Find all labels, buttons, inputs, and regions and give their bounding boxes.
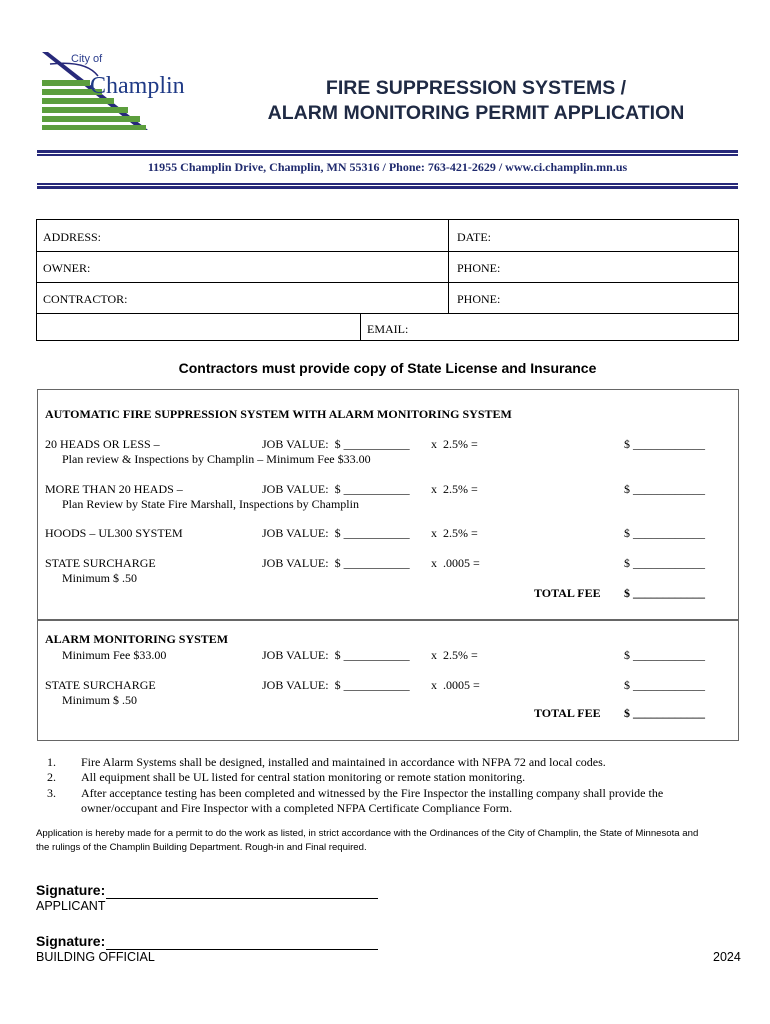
fee-rate: x 2.5% = <box>431 648 478 662</box>
fee-row-label: STATE SURCHARGE <box>45 556 156 570</box>
requirement-number: 1. <box>47 755 56 769</box>
job-value-input[interactable]: JOB VALUE: $ ___________ <box>262 678 410 692</box>
application-statement-line1: Application is hereby made for a permit to do the work as listed, in strict accordance with the Ordinances of the City of Champlin, the State of Minnesota and <box>36 828 699 839</box>
fee-amount-input[interactable]: $ ____________ <box>624 556 705 570</box>
requirement-text-continued: owner/occupant and Fire Inspector with a completed NFPA Certificate Compliance Form. <box>81 801 513 815</box>
applicant-signature-line[interactable] <box>106 884 378 899</box>
requirement-text: All equipment shall be UL listed for central station monitoring or remote station monitoring. <box>81 770 526 784</box>
fee-rate: x .0005 = <box>431 556 480 570</box>
fee-row-label: MORE THAN 20 HEADS – <box>45 482 183 496</box>
fee-rate: x .0005 = <box>431 678 480 692</box>
requirement-text: Fire Alarm Systems shall be designed, installed and maintained in accordance with NFPA 72 and local codes. <box>81 755 606 769</box>
job-value-input[interactable]: JOB VALUE: $ ___________ <box>262 556 410 570</box>
owner-field[interactable]: OWNER: <box>43 261 91 275</box>
total-fee-input[interactable]: $ ____________ <box>624 586 705 600</box>
contact-info: 11955 Champlin Drive, Champlin, MN 55316 / Phone: 763-421-2629 / www.ci.champlin.mn.us <box>147 160 628 174</box>
applicant-caption: APPLICANT <box>36 899 106 913</box>
application-statement-line2: the rulings of the Champlin Building Department. Rough-in and Final required. <box>36 842 367 853</box>
fee-row-label: 20 HEADS OR LESS – <box>45 437 160 451</box>
form-year: 2024 <box>713 950 741 964</box>
owner-phone-field[interactable]: PHONE: <box>457 261 501 275</box>
fee-rate: x 2.5% = <box>431 482 478 496</box>
official-signature-label: Signature: <box>36 933 106 949</box>
header-divider-top <box>37 150 738 153</box>
job-value-input[interactable]: JOB VALUE: $ ___________ <box>262 437 410 451</box>
license-notice: Contractors must provide copy of State License and Insurance <box>178 360 597 376</box>
fee-row-sublabel: Plan Review by State Fire Marshall, Inspections by Champlin <box>62 497 359 511</box>
header-divider-bottom-2 <box>37 186 738 189</box>
fee-amount-input[interactable]: $ ____________ <box>624 437 705 451</box>
page-title-line1: FIRE SUPPRESSION SYSTEMS / <box>325 77 627 99</box>
fee-rate: x 2.5% = <box>431 526 478 540</box>
total-fee-label: TOTAL FEE <box>534 706 601 720</box>
job-value-input[interactable]: JOB VALUE: $ ___________ <box>262 648 410 662</box>
fee-amount-input[interactable]: $ ____________ <box>624 482 705 496</box>
table-divider-email <box>360 313 361 341</box>
header-divider-top-2 <box>37 154 738 156</box>
fee-row-label: Minimum Fee $33.00 <box>62 648 167 662</box>
logo-city-of: City of <box>71 53 103 65</box>
job-value-input[interactable]: JOB VALUE: $ ___________ <box>262 482 410 496</box>
applicant-info-table <box>36 219 739 341</box>
address-row <box>37 220 738 252</box>
requirement-number: 2. <box>47 770 56 784</box>
owner-row <box>37 251 738 283</box>
header-divider-bottom <box>37 183 738 185</box>
email-field[interactable]: EMAIL: <box>367 322 409 336</box>
fee-amount-input[interactable]: $ ____________ <box>624 648 705 662</box>
official-signature-line[interactable] <box>106 935 378 950</box>
requirement-number: 3. <box>47 786 56 800</box>
fee-amount-input[interactable]: $ ____________ <box>624 526 705 540</box>
table-divider-right <box>448 220 449 313</box>
page-title-line2: ALARM MONITORING PERMIT APPLICATION <box>267 102 685 124</box>
date-field[interactable]: DATE: <box>457 230 491 244</box>
fee-row-sublabel: Plan review & Inspections by Champlin – Minimum Fee $33.00 <box>62 452 371 466</box>
job-value-input[interactable]: JOB VALUE: $ ___________ <box>262 526 410 540</box>
contractor-field[interactable]: CONTRACTOR: <box>43 292 128 306</box>
contractor-row <box>37 282 738 314</box>
fee-row-sublabel: Minimum $ .50 <box>62 571 138 585</box>
fee-row-label: HOODS – UL300 SYSTEM <box>45 526 183 540</box>
total-fee-input[interactable]: $ ____________ <box>624 706 705 720</box>
fee-rate: x 2.5% = <box>431 437 478 451</box>
contractor-phone-field[interactable]: PHONE: <box>457 292 501 306</box>
applicant-signature-label: Signature: <box>36 882 106 898</box>
total-fee-label: TOTAL FEE <box>534 586 601 600</box>
official-caption: BUILDING OFFICIAL <box>36 950 155 964</box>
logo-city-name: Champlin <box>90 73 185 99</box>
fee-amount-input[interactable]: $ ____________ <box>624 678 705 692</box>
alarm-heading: ALARM MONITORING SYSTEM <box>45 632 229 646</box>
address-field[interactable]: ADDRESS: <box>43 230 102 244</box>
fee-row-sublabel: Minimum $ .50 <box>62 693 138 707</box>
fee-row-label: STATE SURCHARGE <box>45 678 156 692</box>
suppression-heading: AUTOMATIC FIRE SUPPRESSION SYSTEM WITH ALARM MONITORING SYSTEM <box>45 407 512 421</box>
requirement-text: After acceptance testing has been completed and witnessed by the Fire Inspector the installing company shall provide the <box>81 786 664 800</box>
